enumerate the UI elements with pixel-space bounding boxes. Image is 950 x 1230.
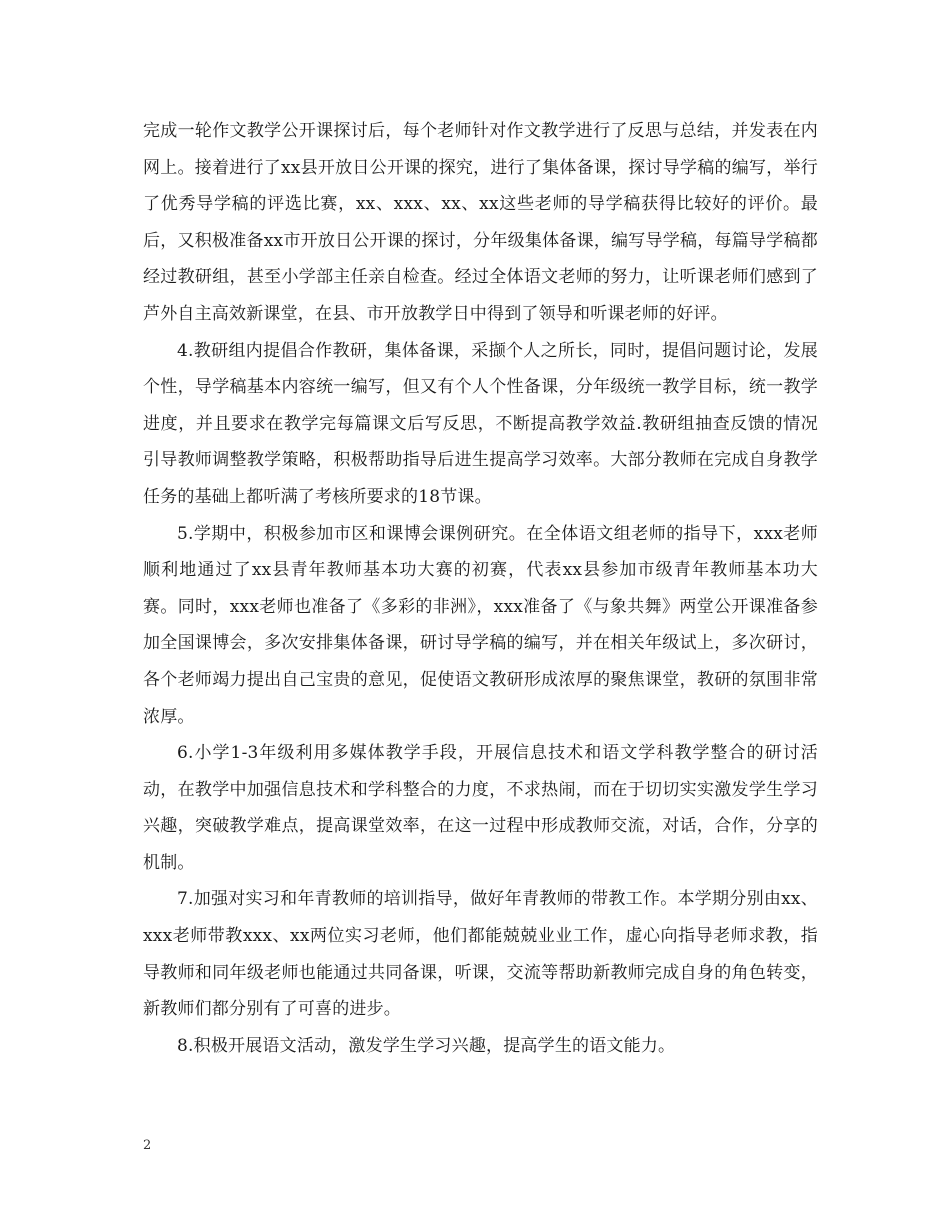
paragraph-item-8: 8.积极开展语文活动，激发学生学习兴趣，提高学生的语文能力。 [177, 1035, 676, 1056]
page-number: 2 [143, 1138, 152, 1153]
paragraph-item-4: 4.教研组内提倡合作教研，集体备课，采撷个人之所长，同时，提倡问题讨论，发展个性，导学稿基本内容统一编写，但又有个人个性备课，分年级统一教学目标，统一教学进度，并且要求在教学完每篇课文后写反思，不断提高教学效益.教研组抽查反馈的情况引导教师调整教学策略，积极帮助指导后进生提高学习效率。大部分教师在完成自身教学任务的基础上都听满了考核所要求的18节课。 [143, 340, 818, 507]
paragraph-item-7: 7.加强对实习和年青教师的培训指导，做好年青教师的带教工作。本学期分别由xx、xxx老师带教xxx、xx两位实习老师，他们都能兢兢业业工作，虚心向指导老师求教，指导教师和同年级老师也能通过共同备课，听课，交流等帮助新教师完成自身的角色转变，新教师们都分别有了可喜的进步。 [143, 889, 818, 1020]
paragraph-continuation: 完成一轮作文教学公开课探讨后，每个老师针对作文教学进行了反思与总结，并发表在内网上。接着进行了xx县开放日公开课的探究，进行了集体备课，探讨导学稿的编写，举行了优秀导学稿的评选比赛，xx、xxx、xx、xx这些老师的导学稿获得比较好的评价。最后，又积极准备xx市开放日公开课的探讨，分年级集体备课，编写导学稿，每篇导学稿都经过教研组，甚至小学部主任亲自检查。经过全体语文老师的努力，让听课老师们感到了芦外自主高效新课堂，在县、市开放教学日中得到了领导和听课老师的好评。 [143, 121, 818, 324]
document-body [143, 113, 818, 1064]
paragraph-item-6: 6.小学1-3年级利用多媒体教学手段，开展信息技术和语文学科教学整合的研讨活动，在教学中加强信息技术和学科整合的力度，不求热闹，而在于切切实实激发学生学习兴趣，突破教学难点，提高课堂效率，在这一过程中形成教师交流，对话，合作，分享的机制。 [143, 743, 818, 873]
paragraph-item-5: 5.学期中，积极参加市区和课博会课例研究。在全体语文组老师的指导下，xxx老师顺利地通过了xx县青年教师基本功大赛的初赛，代表xx县参加市级青年教师基本功大赛。同时，xxx老师也准备了《多彩的非洲》，xxx准备了《与象共舞》两堂公开课准备参加全国课博会，多次安排集体备课，研讨导学稿的编写，并在相关年级试上，多次研讨，各个老师竭力提出自己宝贵的意见，促使语文教研形成浓厚的聚焦课堂，教研的氛围非常浓厚。 [143, 523, 818, 727]
